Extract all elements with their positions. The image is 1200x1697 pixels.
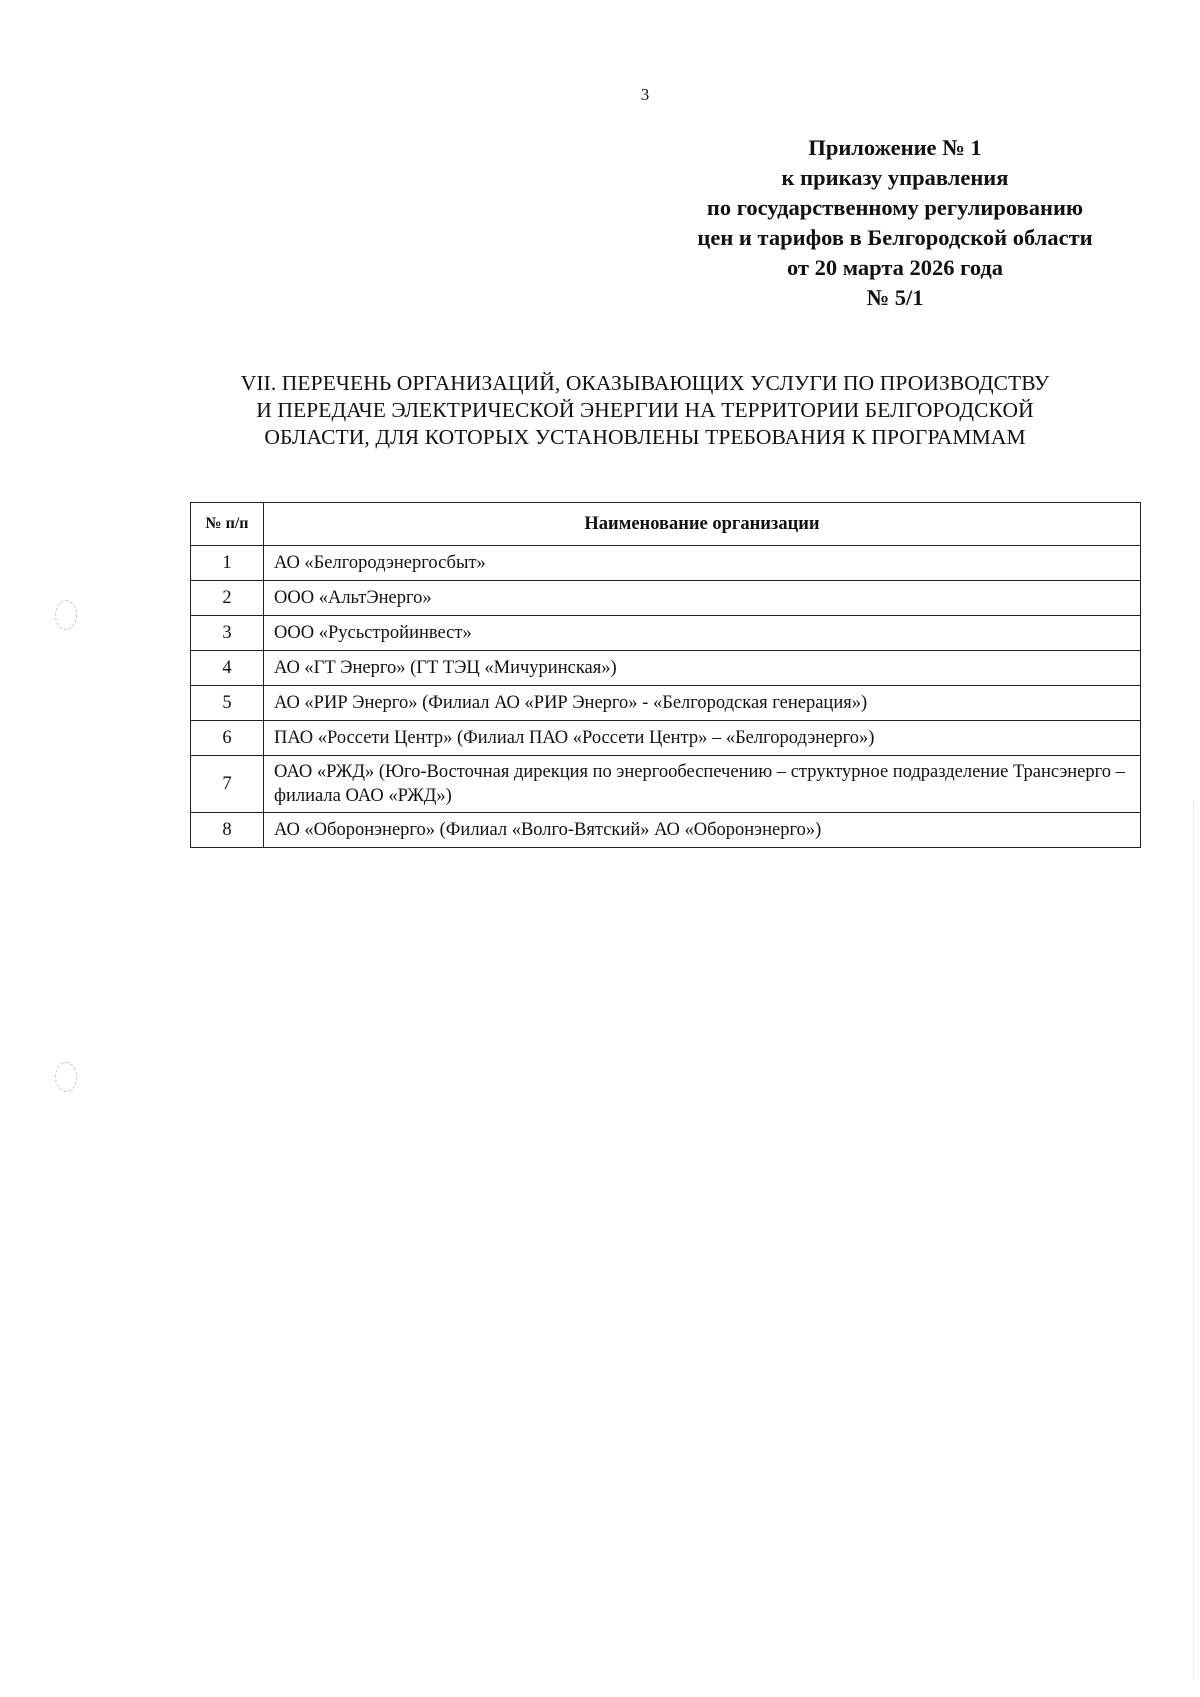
row-number: 1: [191, 546, 264, 581]
organization-name: ПАО «Россети Центр» (Филиал ПАО «Россети Центр» – «Белгородэнерго»): [264, 721, 1141, 756]
appendix-line: Приложение № 1: [808, 135, 982, 160]
organization-name: АО «РИР Энерго» (Филиал АО «РИР Энерго» - «Белгородская генерация»): [264, 686, 1141, 721]
appendix-line: по государственному регулированию: [706, 195, 1084, 220]
column-header-number: № п/п: [191, 503, 264, 546]
row-number: 3: [191, 616, 264, 651]
organization-name: АО «Белгородэнергосбыт»: [264, 546, 1141, 581]
table-row: [191, 616, 1141, 651]
table-row: [191, 686, 1141, 721]
section-title-line: VII. ПЕРЕЧЕНЬ ОРГАНИЗАЦИЙ, ОКАЗЫВАЮЩИХ УСЛУГИ ПО ПРОИЗВОДСТВУ: [240, 371, 1050, 395]
section-title: [160, 370, 1130, 451]
row-number: 8: [191, 813, 264, 848]
punch-hole-mark: [55, 600, 77, 630]
table-row: [191, 813, 1141, 848]
section-title-line: И ПЕРЕДАЧЕ ЭЛЕКТРИЧЕСКОЙ ЭНЕРГИИ НА ТЕРРИТОРИИ БЕЛГОРОДСКОЙ: [256, 398, 1034, 422]
row-number: 2: [191, 581, 264, 616]
appendix-heading: [640, 133, 1150, 313]
scan-edge-line: [1193, 800, 1194, 1680]
organization-name: ОАО «РЖД» (Юго-Восточная дирекция по энергообеспечению – структурное подразделение Трансэнерго – филиала ОАО «РЖД»): [264, 756, 1141, 813]
row-number: 5: [191, 686, 264, 721]
table-row: [191, 756, 1141, 813]
organization-name: ООО «Русьстройинвест»: [264, 616, 1141, 651]
appendix-line: № 5/1: [866, 285, 924, 310]
row-number: 7: [191, 756, 264, 813]
section-title-line: ОБЛАСТИ, ДЛЯ КОТОРЫХ УСТАНОВЛЕНЫ ТРЕБОВАНИЯ К ПРОГРАММАМ: [264, 425, 1026, 449]
table-row: [191, 721, 1141, 756]
appendix-line: от 20 марта 2026 года: [786, 255, 1004, 280]
row-number: 4: [191, 651, 264, 686]
organization-name: АО «Оборонэнерго» (Филиал «Волго-Вятский» АО «Оборонэнерго»): [264, 813, 1141, 848]
punch-hole-mark: [55, 1062, 77, 1092]
column-header-name: Наименование организации: [264, 503, 1141, 546]
appendix-line: цен и тарифов в Белгородской области: [697, 225, 1093, 250]
organizations-table: [190, 502, 1141, 848]
organization-name: АО «ГТ Энерго» (ГТ ТЭЦ «Мичуринская»): [264, 651, 1141, 686]
page-number: 3: [640, 85, 650, 104]
appendix-line: к приказу управления: [781, 165, 1009, 190]
table-header-row: [191, 503, 1141, 546]
table-row: [191, 581, 1141, 616]
table-row: [191, 651, 1141, 686]
row-number: 6: [191, 721, 264, 756]
organization-name: ООО «АльтЭнерго»: [264, 581, 1141, 616]
table-row: [191, 546, 1141, 581]
